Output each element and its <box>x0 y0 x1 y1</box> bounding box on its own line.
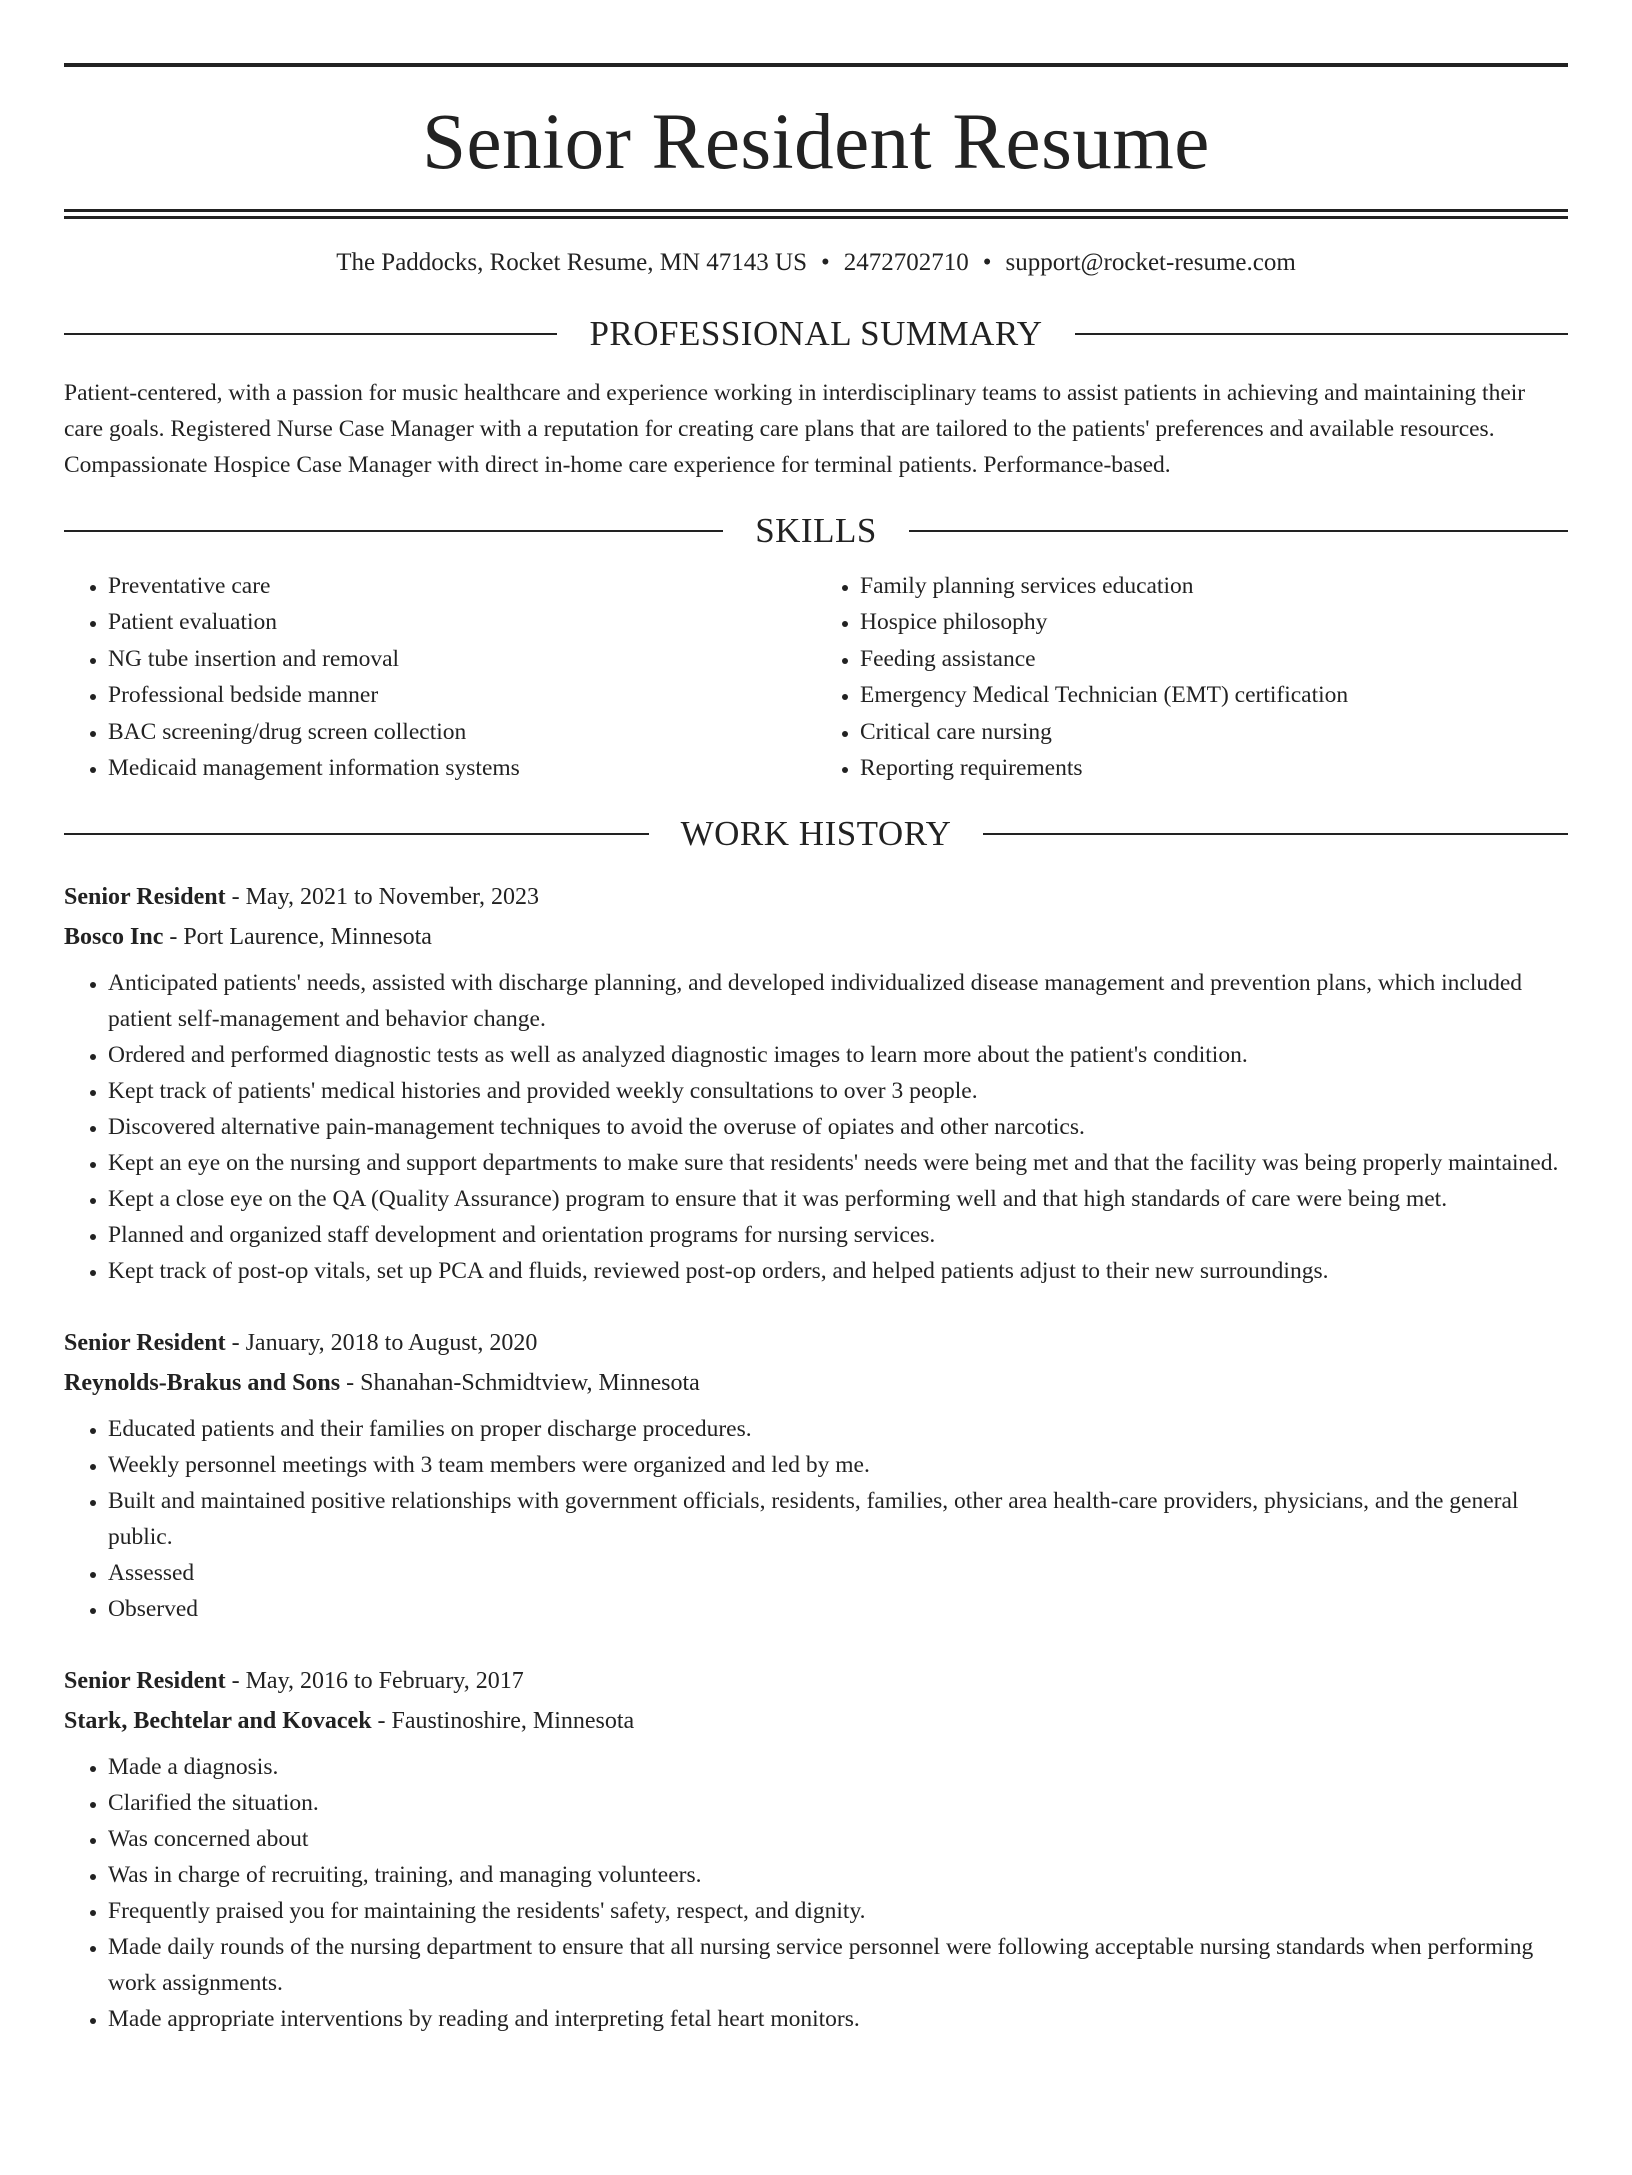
job-bullet: • Planned and organized staff development and orientation programs for nursing services. <box>108 1217 1568 1253</box>
skill-item: • Hospice philosophy <box>860 604 1568 640</box>
skill-item: • Preventative care <box>108 568 816 604</box>
job-title: Senior Resident <box>64 1668 226 1695</box>
skill-item: • Critical care nursing <box>860 714 1568 750</box>
job-bullet: • Frequently praised you for maintaining the residents' safety, respect, and dignity. <box>108 1893 1568 1929</box>
job-bullets <box>64 1749 1568 2037</box>
work-heading <box>64 814 1568 854</box>
heading-rule-left <box>64 530 723 532</box>
job-bullets <box>64 965 1568 1289</box>
job-company: Reynolds-Brakus and Sons <box>64 1370 341 1397</box>
job-company-line <box>64 1701 1568 1741</box>
job-title-line <box>64 877 1568 917</box>
job-bullet: • Anticipated patients' needs, assisted with discharge planning, and developed individualized disease management and prevention plans, which included patient self-management and behavior change. <box>108 965 1568 1037</box>
heading-rule-left <box>64 333 557 335</box>
job-bullet: • Made appropriate interventions by reading and interpreting fetal heart monitors. <box>108 2001 1568 2037</box>
job-bullet: • Assessed <box>108 1555 1568 1591</box>
skill-item: • BAC screening/drug screen collection <box>108 714 816 750</box>
job-bullet: • Built and maintained positive relationships with government officials, residents, families, other area health-care providers, physicians, and the general public. <box>108 1483 1568 1555</box>
job-bullet: • Observed <box>108 1591 1568 1627</box>
job-bullet: • Kept track of patients' medical histories and provided weekly consultations to over 3 people. <box>108 1073 1568 1109</box>
skills-list <box>64 568 1568 786</box>
summary-heading-label: PROFESSIONAL SUMMARY <box>589 314 1043 353</box>
skill-item: • Family planning services education <box>860 568 1568 604</box>
job-company-line <box>64 1363 1568 1403</box>
job-location: - Port Laurence, Minnesota <box>163 924 432 951</box>
summary-heading <box>64 316 1568 351</box>
job-dates: - January, 2018 to August, 2020 <box>225 1330 538 1357</box>
skill-item: • Professional bedside manner <box>108 677 816 713</box>
heading-rule-right <box>1075 333 1568 335</box>
job-dates: - May, 2016 to February, 2017 <box>225 1668 524 1695</box>
contact-separator: • <box>982 249 992 276</box>
job-title-line <box>64 1323 1568 1363</box>
job-entry <box>64 1323 1568 1627</box>
skill-item: • Medicaid management information systems <box>108 750 816 786</box>
skills-column-right <box>816 568 1568 786</box>
job-company: Stark, Bechtelar and Kovacek <box>64 1708 372 1735</box>
contact-line <box>64 250 1568 275</box>
job-bullet: • Educated patients and their families on proper discharge procedures. <box>108 1411 1568 1447</box>
heading-rule-right <box>909 530 1568 532</box>
contact-email: support@rocket-resume.com <box>1005 249 1296 276</box>
job-entry <box>64 877 1568 1289</box>
heading-rule-right <box>983 833 1568 835</box>
job-title-line <box>64 1661 1568 1701</box>
skills-column-left <box>64 568 816 786</box>
job-dates: - May, 2021 to November, 2023 <box>225 884 540 911</box>
work-heading-label: WORK HISTORY <box>680 814 952 854</box>
job-bullet: • Was concerned about <box>108 1821 1568 1857</box>
skill-item: • Patient evaluation <box>108 604 816 640</box>
skills-heading-label: SKILLS <box>755 511 877 550</box>
job-bullet: • Made daily rounds of the nursing department to ensure that all nursing service personnel were following acceptable nursing standards when performing work assignments. <box>108 1929 1568 2001</box>
job-company: Bosco Inc <box>64 924 164 951</box>
top-rule <box>64 63 1568 67</box>
skill-item: • Feeding assistance <box>860 641 1568 677</box>
resume-page <box>0 63 1632 2175</box>
skills-heading <box>64 513 1568 548</box>
contact-separator: • <box>820 249 830 276</box>
job-bullet: • Kept an eye on the nursing and support departments to make sure that residents' needs were being met and that the facility was being properly maintained. <box>108 1145 1568 1181</box>
job-bullet: • Ordered and performed diagnostic tests as well as analyzed diagnostic images to learn more about the patient's condition. <box>108 1037 1568 1073</box>
contact-phone: 2472702710 <box>843 249 969 276</box>
job-company-line <box>64 917 1568 957</box>
job-bullet: • Clarified the situation. <box>108 1785 1568 1821</box>
job-bullet: • Made a diagnosis. <box>108 1749 1568 1785</box>
job-location: - Shanahan-Schmidtview, Minnesota <box>340 1370 700 1397</box>
job-bullet: • Kept track of post-op vitals, set up PCA and fluids, reviewed post-op orders, and helped patients adjust to their new surroundings. <box>108 1253 1568 1289</box>
title-double-rule <box>64 209 1568 219</box>
job-title: Senior Resident <box>64 1330 226 1357</box>
job-bullet: • Discovered alternative pain-management techniques to avoid the overuse of opiates and other narcotics. <box>108 1109 1568 1145</box>
job-bullet: • Was in charge of recruiting, training, and managing volunteers. <box>108 1857 1568 1893</box>
job-title: Senior Resident <box>64 884 226 911</box>
job-bullets <box>64 1411 1568 1627</box>
heading-rule-left <box>64 833 649 835</box>
skill-item: • NG tube insertion and removal <box>108 641 816 677</box>
job-entry <box>64 1661 1568 2037</box>
job-location: - Faustinoshire, Minnesota <box>371 1708 635 1735</box>
skill-item: • Reporting requirements <box>860 750 1568 786</box>
job-bullet: • Kept a close eye on the QA (Quality Assurance) program to ensure that it was performing well and that high standards of care were being met. <box>108 1181 1568 1217</box>
contact-address: The Paddocks, Rocket Resume, MN 47143 US <box>336 249 807 276</box>
job-bullet: • Weekly personnel meetings with 3 team members were organized and led by me. <box>108 1447 1568 1483</box>
page-title: Senior Resident Resume <box>422 99 1210 186</box>
summary-text: Patient-centered, with a passion for music healthcare and experience working in interdisciplinary teams to assist patients in achieving and maintaining their care goals. Registered Nurse Case Manager with a reputation for creating care plans that are tailored to the patients' preferences and available resources. Compassionate Hospice Case Manager with direct in-home care experience for terminal patients. Performance-based. <box>64 380 1526 478</box>
skill-item: • Emergency Medical Technician (EMT) certification <box>860 677 1568 713</box>
